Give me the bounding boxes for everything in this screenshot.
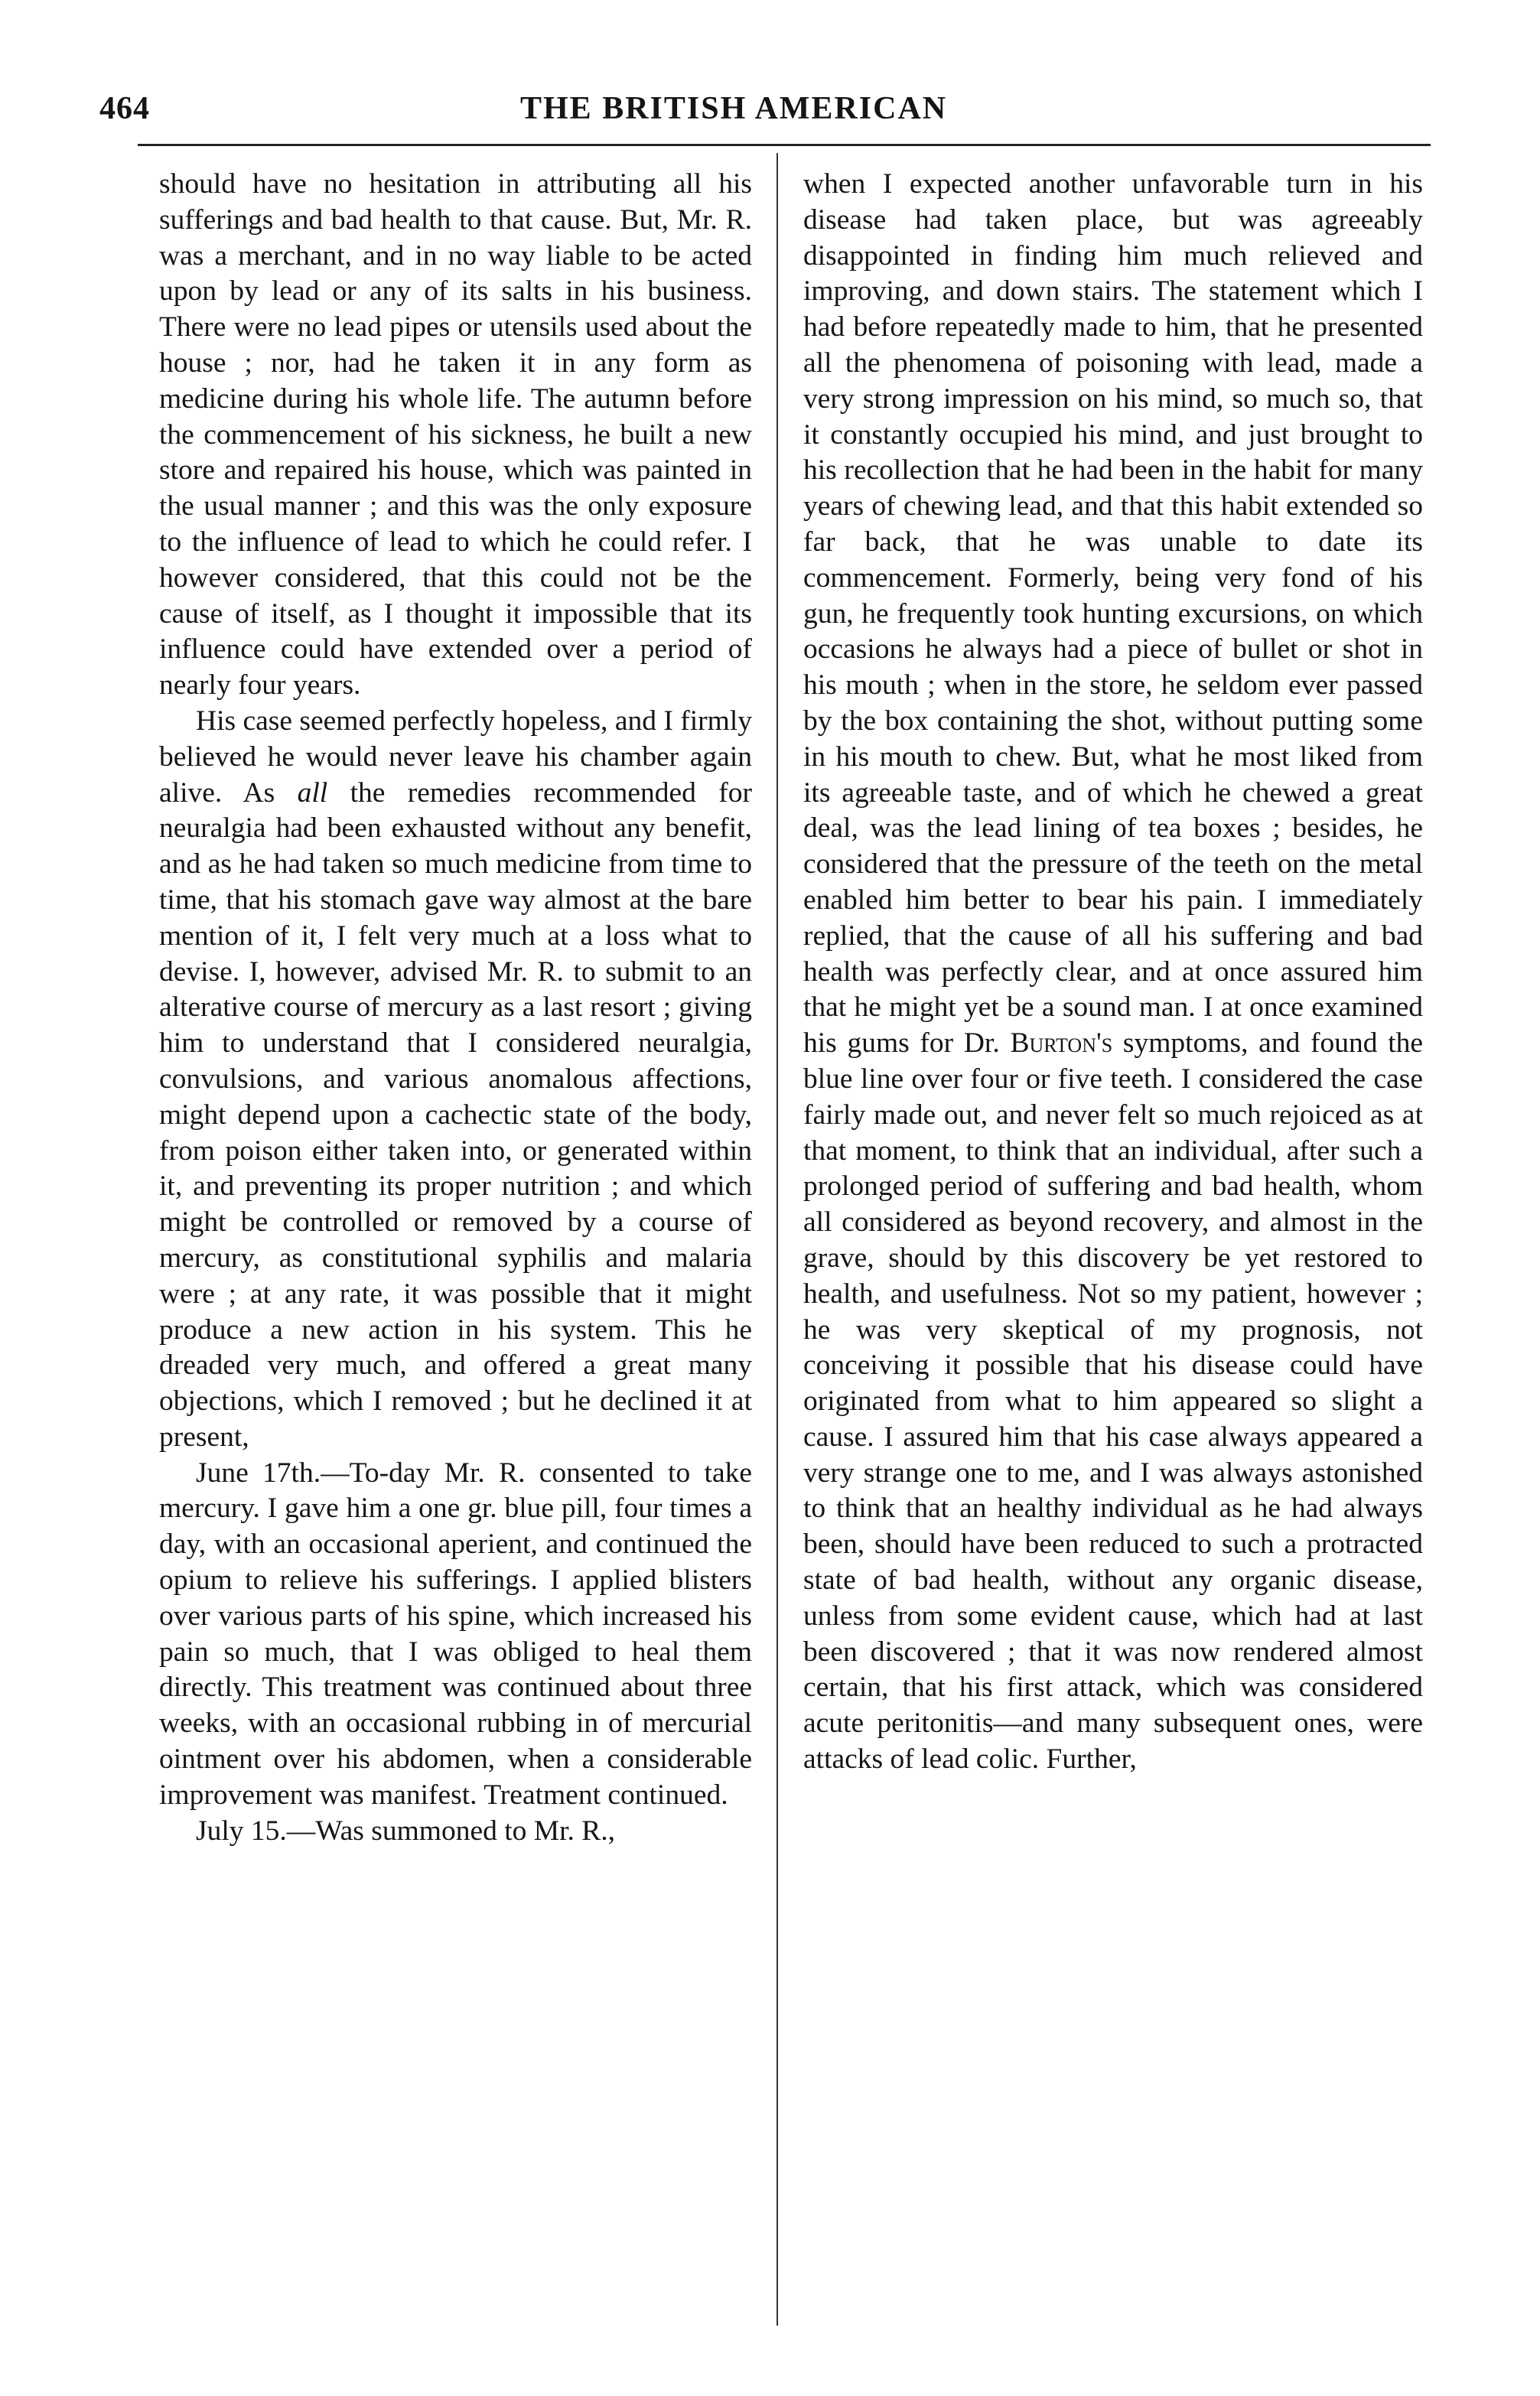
right-paragraph-1-part-a: when I expected another unfavorable turn in his disease had taken place, but was agreeably disappointed in finding him much relieved and improving, and down stairs. The statement which I had before repeatedly made to him, that he presented all the phenomena of poisoning with lead, made a very strong impression on his mind, so much so, that it constantly occupied his mind, and just brought to his recollection that he had been in the habit for many years of chewing lead, and that this habit extended so far back, that he was unable to date its commencement. Formerly, being very fond of his gun, he frequently took hunting excursions, on which occasions he always had a piece of bullet or shot in his mouth ; when in the store, he seldom ever passed by the box containing the shot, without putting some in his mouth to chew. But, what he most liked from its agreeable taste, and of which he chewed a great deal, was the lead lining of tea boxes ; besides, he considered that the pressure of the teeth on the metal enabled him better to bear his pain. I immediately replied, that the cause of all his suffering and bad health was perfectly clear, and at once assured him that he might yet be a sound man. I at once examined his gums for Dr. [803, 168, 1423, 1060]
left-paragraph-3: June 17th.—To-day Mr. R. consented to take mercury. I gave him a one gr. blue pill, four times a day, with an occasional aperient, and continued the opium to relieve his sufferings. I applied blisters over various parts of his spine, which increased his pain so much, that I was obliged to heal them directly. This treatment was continued about three weeks, with an occasional rubbing in of mercurial ointment over his abdomen, when a considerable improvement was manifest. Treatment continued. [159, 1457, 752, 1811]
right-paragraph-1-part-b: symptoms, and found the blue line over four or five teeth. I considered the case fairly made out, and never felt so much rejoiced as at that moment, to think that an individual, after such a prolonged period of suffering and bad health, whom all considered as beyond recovery, and almost in the grave, should by this discovery be yet restored to health, and usefulness. Not so my patient, however ; he was very skeptical of my prognosis, not conceiving it possible that his disease could have originated from what to him appeared so slight a cause. I assured him that his case always appeared a very strange one to me, and I was always astonished to think that an healthy individual as he had always been, should have been reduced to such a protracted state of bad health, without any organic disease, unless from some evident cause, which had at last been discovered ; that it was now rendered almost certain, that his first attack, which was considered acute peritonitis—and many subsequent ones, were attacks of lead colic. Further, [803, 1027, 1424, 1776]
left-paragraph-4: July 15.—Was summoned to Mr. R., [196, 1815, 616, 1847]
running-title: THE BRITISH AMERICAN [520, 91, 948, 126]
right-column [803, 167, 1423, 1778]
left-paragraph-2-emphasis: all [297, 776, 328, 809]
page-header [99, 90, 1423, 133]
left-paragraph-1: should have no hesitation in attributing all his sufferings and bad health to that cause. But, Mr. R. was a merchant, and in no way liable to be acted upon by lead or any of its salts in his business. There were no lead pipes or utensils used about the house ; nor, had he taken it in any form as medicine during his whole life. The autumn before the commencement of his sickness, he built a new store and repaired his house, which was painted in the usual manner ; and this was the only exposure to the influence of lead to which he could refer. I however considered, that this could not be the cause of itself, as I thought it impossible that its influence could have extended over a period of nearly four years. [159, 168, 752, 702]
left-paragraph-2-part-b: the remedies recommended for neuralgia had been exhausted without any benefit, and as he had taken so much medicine from time to time, that his stomach gave way almost at the bare mention of it, I felt very much at a loss what to devise. I, however, advised Mr. R. to submit to an alterative course of mercury as a last resort ; giving him to understand that I considered neuralgia, convulsions, and various anomalous affections, might depend upon a cachectic state of the body, from poison either taken into, or generated within it, and preventing its proper nutrition ; and which might be controlled or removed by a course of mercury, as constitutional syphilis and malaria were ; at any rate, it was possible that it might produce a new action in his system. This he dreaded very much, and offered a great many objections, which I removed ; but he declined it at present, [159, 776, 752, 1453]
left-paragraph-2 [159, 704, 752, 1456]
column-divider [777, 153, 778, 2326]
header-rule [138, 144, 1431, 146]
left-column [159, 167, 752, 1849]
right-paragraph-1 [803, 167, 1423, 1778]
left-paragraph-2-part-a: His case seemed perfectly hopeless, and I firmly believed he would never leave his chamber again alive. As [159, 705, 752, 809]
right-paragraph-1-name: Burton's [1010, 1027, 1113, 1060]
page-number: 464 [99, 91, 150, 126]
